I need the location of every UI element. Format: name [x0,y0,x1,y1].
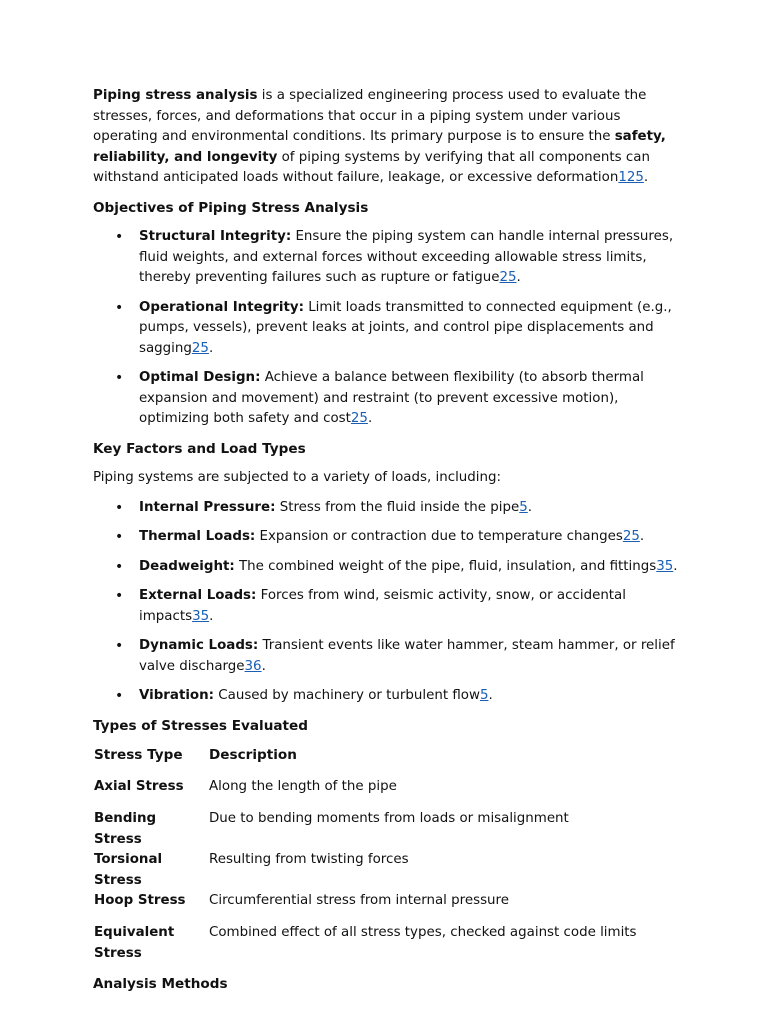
item-end: . [367,411,373,426]
item-term: Optimal Design: [139,370,261,385]
item-end: . [673,558,678,574]
item-text: Transient events like water hammer, steam hammer, or relief valve discharge [139,638,675,674]
stress-type-cell: Equivalent Stress [94,925,175,961]
list-item [93,227,678,289]
list-item [93,527,678,548]
list-item [93,557,678,578]
stress-type-cell: Hoop Stress [94,893,186,908]
item-end: . [488,688,493,703]
item-end: . [209,608,214,624]
methods-heading: Analysis Methods [93,976,228,992]
item-term: External Loads: [139,588,257,603]
intro-text-1: is a specialized engineering process used to evaluate the stresses, forces, and deformations that occur in a piping system under various operating and environmental conditions. Its primary purpose is to ensure the [93,88,647,144]
item-text: Limit loads transmitted to connected equipment (e.g., pumps, vessels), prevent leaks at joints, and control pipe displacements and sagging [139,299,672,356]
intro-term: Piping stress analysis [93,88,258,103]
item-term: Vibration: [139,688,215,703]
item-text: Caused by machinery or turbulent flow [214,688,480,703]
citation-link[interactable]: 35 [656,558,674,574]
item-text: Ensure the piping system can handle internal pressures, fluid weights, and external forces without exceeding allowable stress limits, thereby preventing failures such as rupture or fatigue [139,229,674,285]
list-item [93,298,678,360]
item-text: The combined weight of the pipe, fluid, insulation, and fittings [234,558,657,574]
loads-intro: Piping systems are subjected to a variety of loads, including: [93,470,502,485]
item-end: . [639,529,645,544]
description-cell: Due to bending moments from loads or misalignment [209,811,569,826]
table-header-row [93,745,637,777]
loads-heading: Key Factors and Load Types [93,440,306,457]
intro-text-2: of piping systems by verifying that all components can withstand anticipated loads without failure, leakage, or excessive deformation [93,149,650,185]
column-header-description: Description [209,747,297,763]
item-end: . [261,658,266,674]
table-row [93,923,637,964]
description-cell: Along the length of the pipe [209,779,397,794]
item-text: Stress from the fluid inside the pipe [275,499,520,515]
citation-link[interactable]: 36 [244,658,262,674]
item-end: . [527,499,533,515]
list-item [93,368,678,430]
loads-list [93,498,678,707]
item-end: . [516,270,521,285]
stress-types-table [93,745,637,964]
description-cell: Combined effect of all stress types, checked against code limits [209,925,637,940]
stresses-heading: Types of Stresses Evaluated [93,717,308,734]
item-end: . [208,340,214,356]
stress-type-cell: Bending Stress [94,811,157,847]
intro-end: . [643,170,649,185]
item-term: Operational Integrity: [139,299,304,315]
stress-type-cell: Torsional Stress [94,852,163,888]
column-header-stress-type: Stress Type [94,747,183,763]
citation-link[interactable]: 5 [479,688,489,703]
citation-link[interactable]: 35 [192,608,210,624]
item-text: Forces from wind, seismic activity, snow, or accidental impacts [139,588,626,624]
citation-link[interactable]: 25 [191,340,209,356]
citation-link[interactable]: 25 [499,270,517,285]
table-row [93,891,637,923]
intro-paragraph [93,86,678,189]
citation-link[interactable]: 25 [350,411,368,426]
item-text: Expansion or contraction due to temperature changes [255,529,623,544]
list-item [93,636,678,677]
item-term: Internal Pressure: [139,499,276,515]
table-row [93,809,637,850]
item-term: Thermal Loads: [139,529,256,544]
item-term: Structural Integrity: [139,229,292,244]
objectives-heading: Objectives of Piping Stress Analysis [93,199,369,216]
list-item [93,498,678,519]
citation-link[interactable]: 25 [622,529,640,544]
intro-bold-phrase: safety, reliability, and longevity [93,129,666,165]
citation-link[interactable]: 125 [618,170,644,185]
citation-link[interactable]: 5 [519,499,528,515]
description-cell: Circumferential stress from internal pressure [209,893,509,908]
table-row [93,850,637,891]
stress-type-cell: Axial Stress [94,779,184,794]
list-item [93,686,678,707]
item-term: Dynamic Loads: [139,638,259,653]
item-text: Achieve a balance between flexibility (to absorb thermal expansion and movement) and restraint (to prevent excessive motion), optimizing both safety and cost [139,370,644,426]
item-term: Deadweight: [139,558,235,574]
list-item [93,586,678,627]
description-cell: Resulting from twisting forces [209,852,409,867]
table-row [93,777,637,809]
objectives-list [93,227,678,430]
document-page [93,86,678,1004]
